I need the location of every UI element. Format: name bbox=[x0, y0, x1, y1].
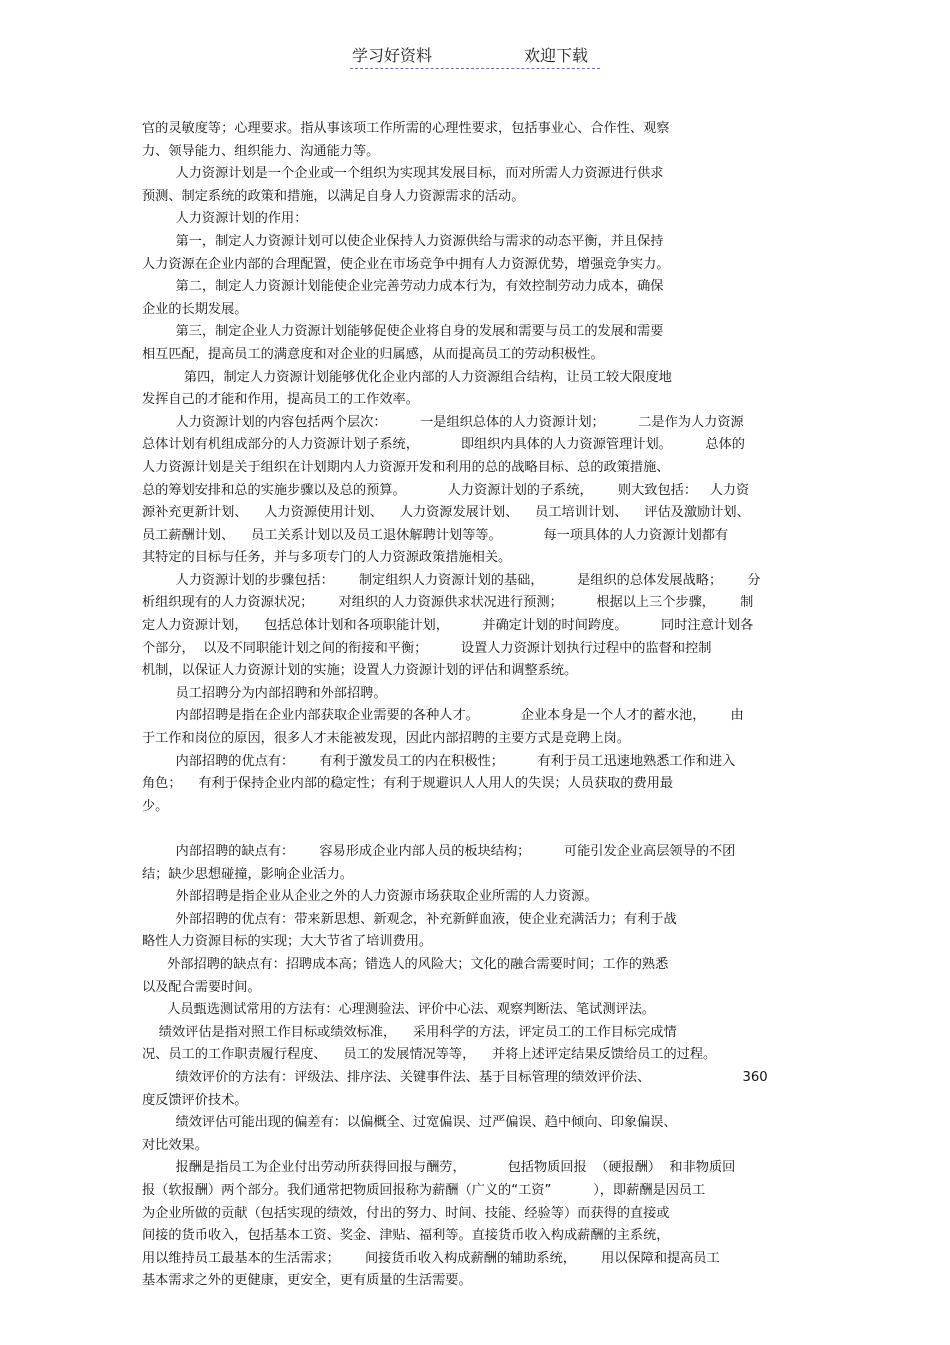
text-line: 为企业所做的贡献（包括实现的绩效，付出的努力、时间、技能、经验等）而获得的直接或 bbox=[142, 1205, 670, 1221]
text-line: 用以维持员工最基本的生活需求； 间接货币收入构成薪酬的辅助系统， 用以保障和提高员工 bbox=[142, 1250, 720, 1266]
text-line: 外部招聘的优点有：带来新思想、新观念，补充新鲜血液，使企业充满活力；有利于战 bbox=[142, 911, 677, 927]
text-line: 人力资源计划的作用： bbox=[142, 211, 308, 227]
text-line: 对比效果。 bbox=[142, 1137, 208, 1153]
text-line: 员工招聘分为内部招聘和外部招聘。 bbox=[142, 685, 387, 701]
document-body bbox=[142, 118, 810, 1293]
text-line: 况、员工的工作职责履行程度、 员工的发展情况等等， 并将上述评定结果反馈给员工的过程。 bbox=[142, 1047, 717, 1063]
text-line: 于工作和岗位的原因，很多人才未能被发现，因此内部招聘的主要方式是竞聘上岗。 bbox=[142, 731, 630, 747]
header-left-text: 学习好资料 bbox=[352, 46, 433, 65]
text-line: 报（软报酬）两个部分。我们通常把物质回报称为薪酬（广义的“工资” ），即薪酬是因员工 bbox=[142, 1182, 706, 1198]
text-line: 人力资源计划是一个企业或一个组织为实现其发展目标，而对所需人力资源进行供求 bbox=[142, 166, 664, 182]
text-line: 第三，制定企业人力资源计划能够促使企业将自身的发展和需要与员工的发展和需要 bbox=[142, 324, 664, 340]
text-line: 第二，制定人力资源计划能使企业完善劳动力成本行为，有效控制劳动力成本，确保 bbox=[142, 279, 664, 295]
text-line: 人力资源在企业内部的合理配置，使企业在市场竞争中拥有人力资源优势，增强竞争实力。 bbox=[142, 256, 670, 272]
text-line: 预测、制定系统的政策和措施，以满足自身人力资源需求的活动。 bbox=[142, 188, 525, 204]
text-line: 角色； 有利于保持企业内部的稳定性；有利于规避识人人用人的失误；人员获取的费用最 bbox=[142, 776, 674, 792]
text-line: 外部招聘是指企业从企业之外的人力资源市场获取企业所需的人力资源。 bbox=[142, 889, 598, 905]
text-line: 少。 bbox=[142, 798, 169, 814]
text-line: 总的筹划安排和总的实施步骤以及总的预算。 人力资源计划的子系统， 则大致包括： 人力资 bbox=[142, 482, 750, 498]
text-line: 第一，制定人力资源计划可以使企业保持人力资源供给与需求的动态平衡，并且保持 bbox=[142, 233, 664, 249]
text-line: 人力资源计划是关于组织在计划期内人力资源开发和利用的总的战略目标、总的政策措施、 bbox=[142, 459, 670, 475]
text-line: 第四，制定人力资源计划能够优化企业内部的人力资源组合结构，让员工较大限度地 bbox=[142, 369, 672, 385]
page-header bbox=[350, 40, 600, 69]
text-line: 报酬是指员工为企业付出劳动所获得回报与酬劳， 包括物质回报 （硬报酬） 和非物质回 bbox=[142, 1160, 736, 1176]
text-line: 内部招聘的缺点有： 容易形成企业内部人员的板块结构； 可能引发企业高层领导的不团 bbox=[142, 844, 736, 859]
text-line: 企业的长期发展。 bbox=[142, 301, 248, 317]
text-line: 以及配合需要时间。 bbox=[142, 979, 261, 995]
text-line: 其特定的目标与任务，并与多项专门的人力资源政策措施相关。 bbox=[142, 550, 512, 566]
text-line: 析组织现有的人力资源状况； 对组织的人力资源供求状况进行预测； 根据以上三个步骤， 制 bbox=[142, 595, 754, 611]
text-line: 发挥自己的才能和作用，提高员工的工作效率。 bbox=[142, 392, 419, 408]
text-line: 基本需求之外的更健康，更安全，更有质量的生活需要。 bbox=[142, 1273, 472, 1289]
text-line: 外部招聘的缺点有：招聘成本高；错选人的风险大；文化的融合需要时间；工作的熟悉 bbox=[142, 956, 669, 972]
text-line: 内部招聘的优点有： 有利于激发员工的内在积极性； 有利于员工迅速地熟悉工作和进入 bbox=[142, 753, 736, 769]
text-line: 度反馈评价技术。 bbox=[142, 1092, 248, 1108]
text-line: 人员甄选测试常用的方法有：心理测验法、评价中心法、观察判断法、笔试测评法。 bbox=[142, 1002, 656, 1018]
text-line: 总体计划有机组成部分的人力资源计划子系统， 即组织内具体的人力资源管理计划。 总体的 bbox=[142, 437, 745, 453]
text-line: 机制，以保证人力资源计划的实施；设置人力资源计划的评估和调整系统。 bbox=[142, 663, 578, 679]
text-line: 力、领导能力、组织能力、沟通能力等。 bbox=[142, 143, 380, 159]
text-line: 略性人力资源目标的实现；大大节省了培训费用。 bbox=[142, 934, 433, 950]
text-line: 个部分， 以及不同职能计划之间的衔接和平衡； 设置人力资源计划执行过程中的监督和控制 bbox=[142, 640, 712, 656]
text-line: 内部招聘是指在企业内部获取企业需要的各种人才。 企业本身是一个人才的蓄水池， 由 bbox=[142, 708, 744, 724]
text-line: 绩效评估是指对照工作目标或绩效标准， 采用科学的方法，评定员工的工作目标完成情 bbox=[142, 1024, 677, 1040]
text-line: 绩效评价的方法有：评级法、排序法、关键事件法、基于目标管理的绩效评价法、 360 bbox=[142, 1069, 768, 1085]
text-line: 绩效评估可能出现的偏差有：以偏概全、过宽偏误、过严偏误、趋中倾向、印象偏误、 bbox=[142, 1115, 677, 1131]
text-line bbox=[142, 818, 810, 841]
text-line: 定人力资源计划， 包括总体计划和各项职能计划， 并确定计划的时间跨度。 同时注意计划各 bbox=[142, 618, 754, 634]
text-line: 员工薪酬计划、 员工关系计划以及员工退休解聘计划等等。 每一项具体的人力资源计划都有 bbox=[142, 527, 729, 543]
text-line: 源补充更新计划、 人力资源使用计划、 人力资源发展计划、 员工培训计划、 评估及激励计划、 bbox=[142, 505, 750, 521]
text-line: 人力资源计划的步骤包括： 制定组织人力资源计划的基础， 是组织的总体发展战略； 分 bbox=[142, 572, 761, 588]
header-right-text: 欢迎下载 bbox=[524, 46, 589, 65]
text-line: 结；缺少思想碰撞，影响企业活力。 bbox=[142, 866, 353, 882]
text-line: 相互匹配，提高员工的满意度和对企业的归属感，从而提高员工的劳动积极性。 bbox=[142, 346, 604, 362]
text-line: 官的灵敏度等；心理要求。指从事该项工作所需的心理性要求，包括事业心、合作性、观察 bbox=[142, 121, 670, 136]
text-line: 人力资源计划的内容包括两个层次： 一是组织总体的人力资源计划； 二是作为人力资源 bbox=[142, 414, 744, 430]
text-line: 间接的货币收入，包括基本工资、奖金、津贴、福利等。直接货币收入构成薪酬的主系统， bbox=[142, 1228, 670, 1244]
